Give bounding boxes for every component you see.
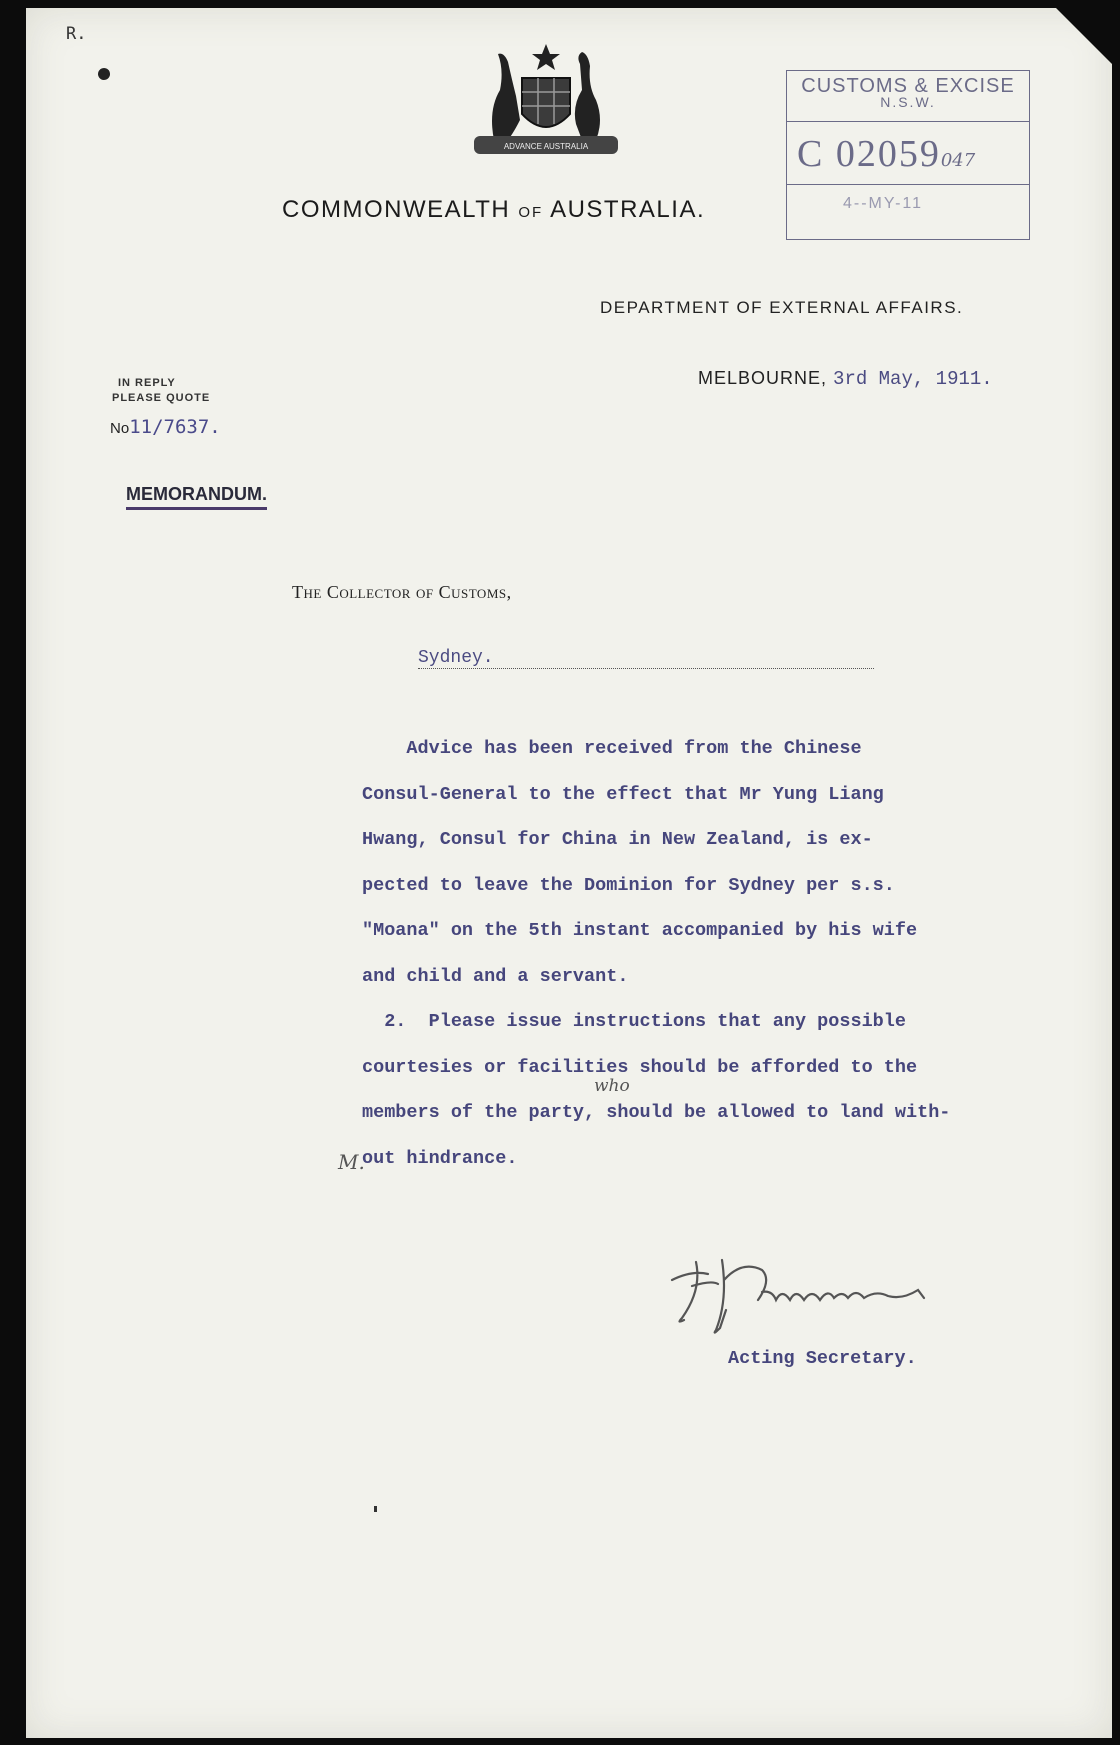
- reference-number: No11/7637.: [110, 416, 221, 438]
- place-date: MELBOURNE, 3rd May, 1911.: [698, 368, 993, 390]
- signature-icon: [662, 1240, 982, 1340]
- body-line: out hindrance.: [362, 1147, 518, 1169]
- department-name: DEPARTMENT OF EXTERNAL AFFAIRS.: [600, 298, 964, 317]
- body-line: Advice has been received from the Chinese: [362, 738, 862, 759]
- stamp-line1: CUSTOMS & EXCISE: [801, 75, 1015, 97]
- reply-instruction: IN REPLY PLEASE QUOTE: [112, 377, 211, 404]
- margin-initial: M.: [338, 1150, 365, 1174]
- customs-stamp: [786, 70, 1030, 240]
- handwritten-insert: who: [594, 1076, 630, 1096]
- coat-of-arms-icon: [464, 40, 628, 160]
- letterhead-title: COMMONWEALTH OF AUSTRALIA.: [282, 196, 706, 223]
- body-line: members of the party, should be allowed to land with-: [362, 1102, 951, 1123]
- folded-corner: [1056, 8, 1112, 64]
- body-line: pected to leave the Dominion for Sydney per s.s.: [362, 874, 895, 896]
- body-line: Hwang, Consul for China in New Zealand, is ex-: [362, 829, 873, 850]
- corner-mark: R.: [66, 24, 87, 44]
- signer-title: Acting Secretary.: [728, 1348, 917, 1369]
- body-line: courtesies or facilities should be afforded to the: [362, 1056, 918, 1078]
- addressee-city: Sydney.: [418, 648, 874, 669]
- stamp-line2: N.S.W.: [880, 94, 936, 110]
- body-line: Consul-General to the effect that Mr Yung Liang: [362, 783, 884, 805]
- memo-body: [362, 726, 1062, 1181]
- body-line: 2. Please issue instructions that any possible: [362, 1011, 906, 1032]
- stamp-date: 4--MY-11: [843, 195, 924, 212]
- stamp-number: C 02059047: [787, 123, 1029, 185]
- body-line: and child and a servant.: [362, 965, 629, 987]
- motto: ADVANCE AUSTRALIA: [503, 142, 589, 151]
- body-line: "Moana" on the 5th instant accompanied by his wife: [362, 920, 918, 941]
- ink-mark: [374, 1506, 377, 1512]
- addressee: The Collector of Customs,: [292, 582, 512, 602]
- memo-heading: MEMORANDUM.: [126, 484, 267, 510]
